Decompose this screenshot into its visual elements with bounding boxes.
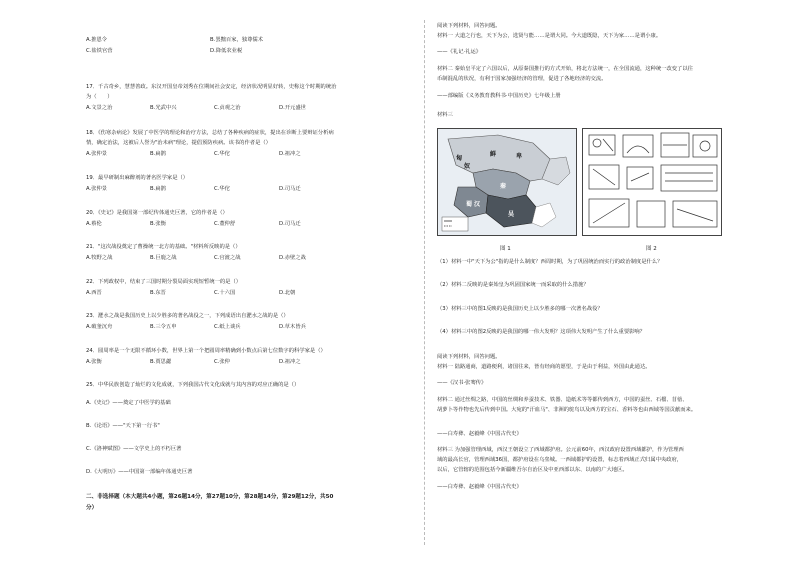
q16-option-b[interactable]: B.罢黜百家，独尊儒术 (210, 37, 263, 43)
q27-material-3-cont2: 以后，它管辖的范围包括今新疆维吾尔自治区及中亚西部以东、以南的广大地区。 (437, 467, 628, 473)
map-label-xianbei-1: 鲜 (490, 151, 497, 158)
q17-option-c[interactable]: C.贞观之治 (214, 105, 241, 111)
q20-option-c[interactable]: C.董仲舒 (214, 221, 236, 227)
column-divider (424, 20, 425, 545)
q16-option-a[interactable]: A.推恩令 (86, 37, 108, 43)
q23-option-a[interactable]: A.破釜沉舟 (86, 324, 113, 330)
q19-option-d[interactable]: D.司马迁 (279, 186, 301, 192)
map-label-xiongnu-2: 奴 (464, 163, 471, 170)
q23-option-d[interactable]: D.草木皆兵 (279, 324, 306, 330)
q25-stem: 25．中华民族创造了灿烂的文化成就，下列我国古代文化成就与其内容的对应正确的是（） (86, 382, 300, 388)
q26-material-1: 材料一 大道之行也，天下为公，选贤与能……是谓大同。今大道既隐，天下为家……是谓小康。 (437, 33, 662, 39)
q18-stem-cont: 情，确定治法，这被后人誉为"治未病"理论，提倡预防疾病。该书的作者是（） (86, 140, 271, 146)
q24-stem: 24．圆周率是一个无限不循环小数，世界上第一个把圆周率精确到小数点后第七位数字的科学家是（） (86, 348, 326, 354)
q26-sub-3: （3）材料三中的图1反映的是我国历史上以少胜多的哪一次著名战役？ (437, 306, 603, 312)
q18-option-c[interactable]: C.华佗 (214, 151, 230, 157)
q17-stem: 17．千古奇乡，慧慧善政。东汉开国皇帝刘秀在位期间社会安定，经济状况明显好转，史称这个时期的统治 (86, 84, 337, 90)
q26-sub-2: （2）材料二反映的是秦始皇为巩固国家统一而采取的什么措施？ (437, 282, 589, 288)
q20-option-a[interactable]: A.蔡伦 (86, 221, 102, 227)
q20-stem: 20．《史记》是我国第一部纪传体通史巨著，它的作者是（） (86, 210, 228, 216)
q23-option-c[interactable]: C.纸上谈兵 (214, 324, 241, 330)
q18-option-b[interactable]: B.扁鹊 (150, 151, 166, 157)
q18-stem: 18．《伤寒杂病论》发展了中医学的理论和治疗方法，总结了各种疾病的症状，提出在诊断上要辩证分析病 (86, 130, 334, 136)
q17-option-b[interactable]: B.光武中兴 (150, 105, 177, 111)
papermaking-drawings (583, 129, 721, 235)
map-label-han: 汉 (474, 201, 481, 208)
q26-material-2-cont: 币制混乱的状况，有利于国家加强经济的管理，促进了各地经济的交流。 (437, 76, 607, 82)
q21-stem: 21．"这次战役奠定了曹操统一北方的基础。"材料所反映的是（） (86, 244, 241, 250)
q19-option-a[interactable]: A.张仲景 (86, 186, 108, 192)
map-label-qin: 秦 (500, 183, 507, 190)
q27-material-2-cont: 胡萝卜等作物也先后传到中国。大宛的"汗血马"、非洲的鸵鸟以及西方的宝石、香料等也由西域等国贡献而来。 (437, 407, 697, 413)
q27-material-3: 材料三 为加强管理西域，西汉王朝设立了西域都护府。公元前60年，西汉政府设置西域都护，作为管理西 (437, 447, 684, 453)
map-illustration (438, 129, 576, 235)
q26-sub-4: （4）材料三中的图2反映的是我国的哪一伟大发明？这项伟大发明产生了什么重要影响？ (437, 329, 646, 335)
q25-option-b[interactable]: B.《论语》——"天下第一行书" (86, 423, 160, 429)
q24-option-c[interactable]: C.张仲 (214, 359, 230, 365)
q24-option-d[interactable]: D.祖冲之 (279, 359, 301, 365)
q21-option-b[interactable]: B.巨鹿之战 (150, 255, 177, 261)
map-label-xianbei-2: 卑 (516, 153, 523, 160)
q22-option-c[interactable]: C.十六国 (214, 290, 236, 296)
q27-material-3-cont: 域的最高长官，管理西域36国，都护府设在乌垒城。一西域都护的设置，标志着西域正式归属中央政府， (437, 457, 683, 463)
papermaking-illustration (582, 128, 722, 236)
q27-material-1: 材料一 陆路通商，道路便利，诸国往来，皆有经商的愿望，于是由于利益，外国由此通达。 (437, 364, 651, 370)
q24-option-a[interactable]: A.张衡 (86, 359, 102, 365)
map-label-shu: 蜀 (466, 201, 473, 208)
q17-option-a[interactable]: A.文景之治 (86, 105, 113, 111)
map-label-xiongnu-1: 匈 (456, 155, 463, 162)
figure-2-label: 图 2 (646, 246, 657, 252)
q25-option-d[interactable]: D.《大明历》——中国第一部编年体通史巨著 (86, 469, 193, 475)
q20-option-d[interactable]: D.司马迁 (279, 221, 301, 227)
q21-option-a[interactable]: A.牧野之战 (86, 255, 113, 261)
q23-option-b[interactable]: B.三令五申 (150, 324, 177, 330)
q18-option-d[interactable]: D.祖冲之 (279, 151, 301, 157)
q26-material-3-label: 材料三 (437, 112, 453, 118)
q26-material-2: 材料二 秦始皇平定了六国以后，从原秦国推行的方式开始，将北方法统一，在全国流通，这种统一改变了以往 (437, 66, 693, 72)
q25-option-a[interactable]: A.《史记》——奠定了中医学的基础 (86, 400, 171, 406)
q22-option-d[interactable]: D.北朝 (279, 290, 296, 296)
three-kingdoms-map (437, 128, 577, 236)
q22-stem: 22．下列政权中，结束了三国时期分裂局面实现短暂统一的是（） (86, 279, 242, 285)
q27-intro: 阅读下列材料，回答问题。 (437, 354, 501, 360)
section2-heading: 二、非选择题（本大题共4小题，第26题14分，第27题10分，第28题14分，第29题12分，共50 (86, 494, 334, 500)
q24-option-b[interactable]: B.贾思勰 (150, 359, 172, 365)
section2-heading-cont: 分） (86, 505, 98, 511)
figure-1-label: 图 1 (500, 246, 511, 252)
q22-option-a[interactable]: A.西晋 (86, 290, 102, 296)
q18-option-a[interactable]: A.张仲景 (86, 151, 108, 157)
q27-material-2: 材料二 通过丝绸之路，中国的丝绸和养蚕技术、铁器、造纸术等等都传到西方，中国的蚕丝、石榴、苜蓿、 (437, 397, 688, 403)
q21-option-c[interactable]: C.官渡之战 (214, 255, 241, 261)
q20-option-b[interactable]: B.张衡 (150, 221, 166, 227)
q26-intro: 阅读下列材料，回答问题。 (437, 23, 501, 29)
q26-material-1-source: ——《礼记·礼运》 (437, 49, 482, 55)
q16-option-c[interactable]: C.盐铁官营 (86, 48, 113, 54)
q27-material-3-source: ——白寿彝、赵毅峰《中国古代史》 (437, 484, 522, 490)
q17-stem-cont: 为（ ） (86, 94, 113, 100)
q21-option-d[interactable]: D.赤壁之战 (279, 255, 306, 261)
q19-option-b[interactable]: B.扁鹊 (150, 186, 166, 192)
q19-stem: 19．最早研制出麻醉剂的著名医学家是（） (86, 175, 189, 181)
q23-stem: 23．淝水之战是我国历史上以少胜多的著名战役之一，下列成语出自淝水之战的是（） (86, 313, 289, 319)
q22-option-b[interactable]: B.东晋 (150, 290, 166, 296)
q17-option-d[interactable]: D.开元盛世 (279, 105, 306, 111)
q26-sub-1: （1）材料一中"天下为公"指的是什么制度？西周时期，为了巩固统治而实行的政治制度是什么？ (437, 259, 663, 265)
q27-material-2-source: ——白寿彝、赵毅峰《中国古代史》 (437, 431, 522, 437)
q25-option-c[interactable]: C.《洛神赋图》——文学史上的不朽巨著 (86, 446, 182, 452)
q27-material-1-source: ——《汉书·张骞传》 (437, 380, 487, 386)
q16-option-d[interactable]: D.降低农业税 (210, 48, 243, 54)
map-label-wu: 吴 (508, 211, 515, 218)
q19-option-c[interactable]: C.华佗 (214, 186, 230, 192)
q26-material-2-source: ——部编版《义务教育教科书·中国历史》七年级上册 (437, 93, 561, 99)
